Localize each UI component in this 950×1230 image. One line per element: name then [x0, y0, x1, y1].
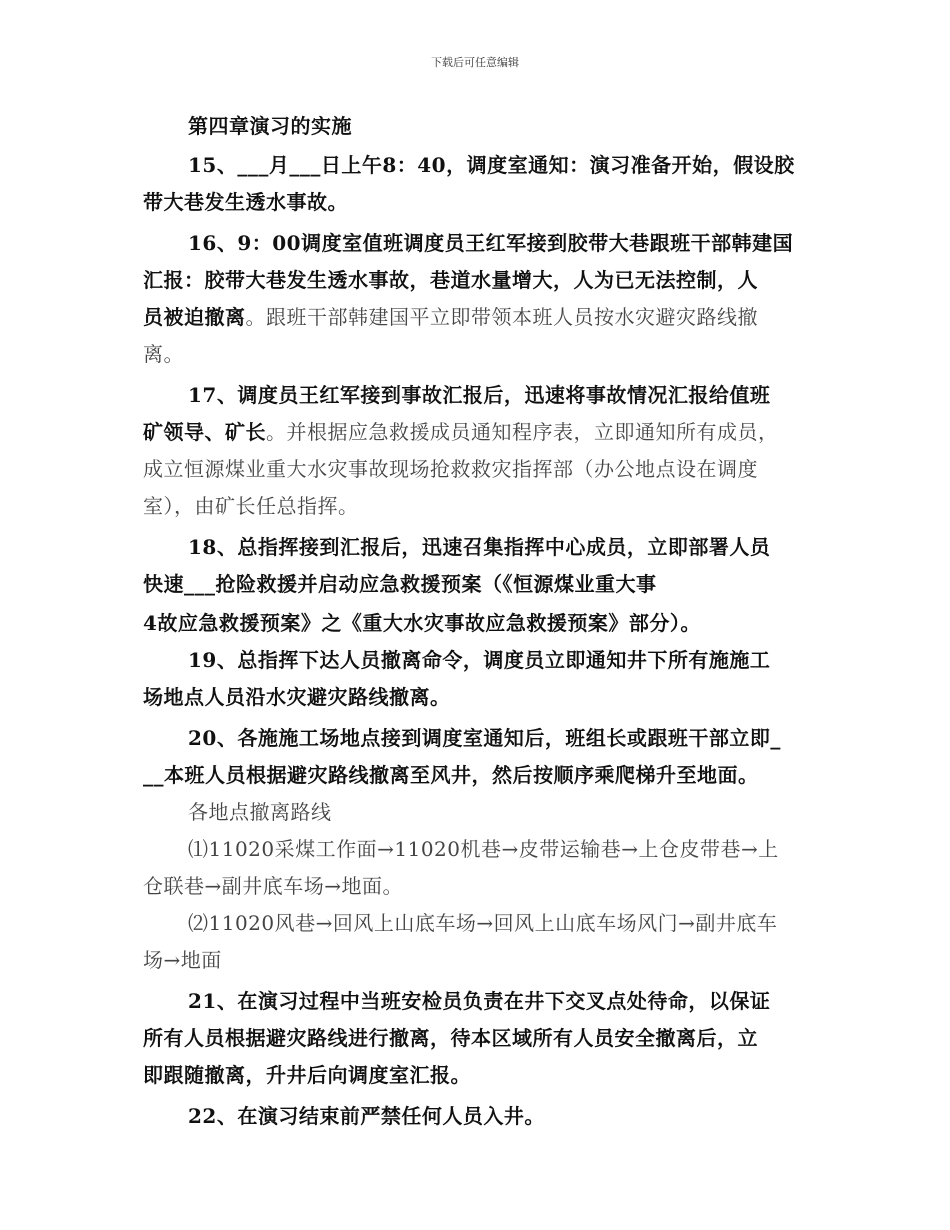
text-line: 16、9：00调度室值班调度员王红军接到胶带大巷跟班干部韩建国 [188, 231, 794, 255]
text-line: 室），由矿长任总指挥。 [143, 494, 359, 518]
text-line: 18、总指挥接到汇报后，迅速召集指挥中心成员，立即部署人员 [188, 535, 771, 559]
regular-segment: 。并根据应急救援成员通知程序表，立即通知所有成员， [266, 420, 779, 444]
text-line: 4故应急救援预案》之《重大水灾事故应急救援预案》部分）。 [143, 611, 701, 635]
page-header: 下载后可任意编辑 [431, 56, 519, 69]
text-line: 20、各施施工场地点接到调度室通知后，班组长或跟班干部立即_ [188, 726, 781, 750]
text-line: 成立恒源煤业重大水灾事故现场抢救救灾指挥部（办公地点设在调度 [143, 457, 758, 481]
text-line: 21、在演习过程中当班安检员负责在井下交叉点处待命，以保证 [188, 989, 771, 1013]
text-line: 场→地面 [143, 948, 222, 972]
text-line: ⑵11020风巷→回风上山底车场→回风上山底车场风门→副井底车 [188, 911, 778, 935]
text-line: 第四章演习的实施 [188, 114, 352, 138]
text-line [143, 414, 813, 451]
text-line: ⑴11020采煤工作面→11020机巷→皮带运输巷→上仓皮带巷→上 [188, 837, 779, 861]
text-line: 场地点人员沿水灾避灾路线撤离。 [143, 685, 451, 709]
bold-segment: 员被迫撤离 [143, 305, 246, 329]
text-line [143, 299, 813, 336]
bold-segment: 矿领导、矿长 [143, 420, 266, 444]
text-line: 各地点撤离路线 [188, 800, 332, 824]
text-line: 汇报：胶带大巷发生透水事故，巷道水量增大，人为已无法控制，人 [143, 268, 758, 292]
text-line: 仓联巷→副井底车场→地面。 [143, 874, 404, 898]
text-line: 即跟随撤离，升井后向调度室汇报。 [143, 1063, 471, 1087]
text-line: 所有人员根据避灾路线进行撤离，待本区域所有人员安全撤离后，立 [143, 1026, 758, 1050]
text-line: 带大巷发生透水事故。 [143, 190, 348, 214]
regular-segment: 。跟班干部韩建国平立即带领本班人员按水灾避灾路线撤 [245, 305, 758, 329]
text-line: 15、___月___日上午8：40，调度室通知：演习准备开始，假设胶 [188, 153, 795, 177]
text-line: __本班人员根据避灾路线撤离至风井，然后按顺序乘爬梯升至地面。 [143, 763, 759, 787]
text-line: 快速___抢险救援并启动应急救援预案（《恒源煤业重大事 [143, 572, 657, 596]
text-line: 22、在演习结束前严禁任何人员入井。 [188, 1104, 545, 1128]
text-line: 离。 [143, 342, 184, 366]
text-line: 17、调度员王红军接到事故汇报后，迅速将事故情况汇报给值班 [188, 383, 771, 407]
text-line: 19、总指挥下达人员撤离命令，调度员立即通知井下所有施施工 [188, 648, 771, 672]
document-body [143, 108, 813, 1135]
